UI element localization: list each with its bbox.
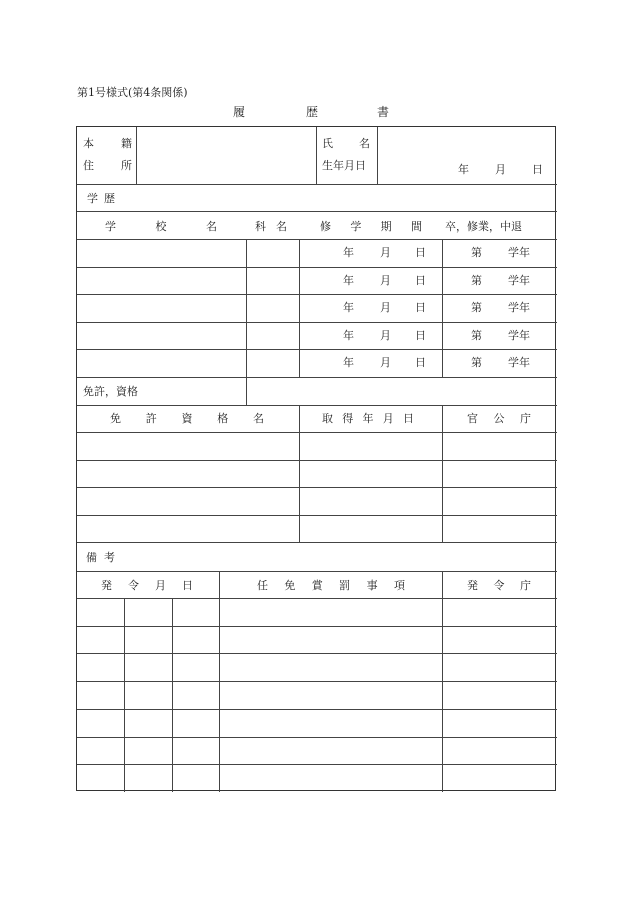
title-char: 書 [377,105,390,119]
appointment-matter-cell[interactable] [219,709,442,737]
grid-line-horizontal [77,239,557,240]
issuing-office-cell[interactable] [442,764,557,792]
day-unit: 日 [415,273,426,287]
shimei-label-1: 氏 [322,137,333,150]
grid-line-horizontal [77,681,557,682]
grade-suffix: 学年 [508,328,530,342]
issue-day-cell[interactable] [172,598,219,626]
remarks-row [77,681,557,709]
acquired-date-cell[interactable] [299,460,442,488]
month-unit: 月 [380,328,391,342]
status-header: 卒，修業，中退 [445,220,522,233]
license-section-blank [246,377,557,405]
govt-office-cell[interactable] [442,487,557,515]
grid-line-horizontal [77,653,557,654]
govt-office-cell[interactable] [442,432,557,460]
appointment-matter-cell[interactable] [219,626,442,654]
day-unit: 日 [415,301,426,315]
resume-form-table [76,126,556,791]
license-row [77,487,557,515]
jusho-label-2: 所 [121,159,132,172]
jusho-label-1: 住 [83,159,94,172]
day-unit: 日 [415,328,426,342]
license-name-cell[interactable] [77,460,299,488]
remarks-section-2: 考 [104,551,115,564]
issuing-office-cell[interactable] [442,653,557,681]
grid-line-vertical [219,571,220,792]
month-unit: 月 [380,246,391,259]
school-name-cell[interactable] [77,322,246,350]
issue-month-cell[interactable] [124,653,172,681]
grid-line-vertical [172,598,173,792]
issue-day-cell[interactable] [172,681,219,709]
issue-month-cell[interactable] [124,764,172,792]
month-unit: 月 [380,356,391,370]
grid-line-horizontal [77,515,557,516]
acquired-date-cell[interactable] [299,487,442,515]
issue-month-cell[interactable] [124,681,172,709]
govt-office-header: 官 公 庁 [467,412,531,425]
education-row [77,322,557,350]
school-name-header: 学 校 名 [105,220,217,233]
grid-line-vertical [124,598,125,792]
year-unit: 年 [343,273,354,287]
honseki-label-1: 本 [83,137,94,150]
remarks-row [77,709,557,737]
issue-month-cell[interactable] [124,709,172,737]
grid-line-horizontal [77,349,557,350]
education-row [77,267,557,295]
remarks-row [77,598,557,626]
grid-line-horizontal [77,764,557,765]
issue-day-cell[interactable] [172,653,219,681]
grid-line-vertical [299,405,300,542]
study-period-header: 修 学 期 間 [320,220,422,233]
appointment-matter-cell[interactable] [219,653,442,681]
document-title [0,103,630,119]
issue-day-cell[interactable] [172,737,219,765]
remarks-section-1: 備 [86,551,97,564]
grid-line-horizontal [77,460,557,461]
license-name-header: 免 許 資 格 名 [110,412,264,425]
birth-day-unit: 日 [532,163,543,176]
grade-prefix: 第 [471,246,482,259]
grid-line-vertical [136,127,137,184]
appointment-matter-cell[interactable] [219,598,442,626]
license-name-cell[interactable] [77,487,299,515]
grid-line-horizontal [77,294,557,295]
grid-line-horizontal [77,432,557,433]
issue-month-cell[interactable] [124,598,172,626]
subject-cell[interactable] [246,239,299,267]
month-unit: 月 [380,273,391,287]
grade-prefix: 第 [471,328,482,342]
issue-year-cell[interactable] [77,764,124,792]
remarks-row [77,653,557,681]
grid-line-horizontal [77,487,557,488]
grid-line-horizontal [77,405,557,406]
year-unit: 年 [343,301,354,315]
issuing-office-cell[interactable] [442,737,557,765]
issuing-office-cell[interactable] [442,626,557,654]
grid-line-horizontal [77,542,557,543]
issue-day-cell[interactable] [172,709,219,737]
license-row [77,460,557,488]
school-name-cell[interactable] [77,267,246,295]
issue-day-cell[interactable] [172,764,219,792]
license-name-cell[interactable] [77,432,299,460]
license-row [77,515,557,543]
grid-line-horizontal [77,377,557,378]
remarks-row [77,764,557,792]
grid-line-vertical [316,127,317,184]
license-row [77,432,557,460]
shimei-label-2: 名 [359,137,370,150]
grade-suffix: 学年 [508,273,530,287]
subject-cell[interactable] [246,294,299,322]
issue-year-cell[interactable] [77,681,124,709]
remarks-row [77,737,557,765]
acquired-date-header: 取 得 年 月 日 [322,412,414,425]
issue-year-cell[interactable] [77,737,124,765]
address-field[interactable] [136,127,316,184]
school-name-cell[interactable] [77,349,246,377]
acquired-date-cell[interactable] [299,515,442,543]
grid-line-horizontal [77,322,557,323]
grid-line-horizontal [77,598,557,599]
grid-line-vertical [246,239,247,377]
issuing-office-header: 発 令 庁 [467,579,531,592]
title-char: 歴 [306,105,319,119]
grid-line-horizontal [77,184,557,185]
birth-year-unit: 年 [458,163,469,176]
grid-line-horizontal [77,626,557,627]
grid-line-horizontal [77,709,557,710]
appointment-matter-cell[interactable] [219,764,442,792]
day-unit: 日 [415,356,426,370]
issue-year-cell[interactable] [77,653,124,681]
grid-line-vertical [377,127,378,184]
education-row [77,294,557,322]
subject-header: 科 名 [255,220,287,233]
year-unit: 年 [343,328,354,342]
subject-cell[interactable] [246,322,299,350]
grade-suffix: 学年 [508,246,530,259]
school-name-cell[interactable] [77,239,246,267]
year-unit: 年 [343,356,354,370]
grade-prefix: 第 [471,356,482,370]
remarks-row [77,626,557,654]
grade-suffix: 学年 [508,356,530,370]
issuing-office-cell[interactable] [442,598,557,626]
grid-line-horizontal [77,571,557,572]
issuing-office-cell[interactable] [442,681,557,709]
year-unit: 年 [343,246,354,259]
birth-month-unit: 月 [495,163,506,176]
grid-line-horizontal [77,267,557,268]
education-section-1: 学 [87,192,98,205]
form-identifier: 第1号様式(第4条関係) [77,86,188,99]
issue-year-cell[interactable] [77,709,124,737]
education-row [77,239,557,267]
grid-line-vertical [442,571,443,792]
honseki-label-2: 籍 [121,137,132,150]
grid-line-horizontal [77,211,557,212]
day-unit: 日 [415,246,426,259]
grade-prefix: 第 [471,301,482,315]
subject-cell[interactable] [246,349,299,377]
license-name-cell[interactable] [77,515,299,543]
grade-suffix: 学年 [508,301,530,315]
appointment-matter-cell[interactable] [219,681,442,709]
issue-month-cell[interactable] [124,626,172,654]
issue-day-cell[interactable] [172,626,219,654]
grid-line-vertical [442,239,443,377]
birthdate-label: 生年月日 [322,159,366,172]
issuing-office-cell[interactable] [442,709,557,737]
month-unit: 月 [380,301,391,315]
education-section-2: 歴 [104,192,115,205]
license-section-title: 免許，資格 [83,385,138,398]
title-char: 履 [233,105,246,119]
grid-line-vertical [442,405,443,542]
subject-cell[interactable] [246,267,299,295]
govt-office-cell[interactable] [442,515,557,543]
grade-prefix: 第 [471,273,482,287]
issue-month-cell[interactable] [124,737,172,765]
grid-line-vertical [299,239,300,377]
appointment-matter-cell[interactable] [219,737,442,765]
education-row [77,349,557,377]
grid-line-horizontal [77,737,557,738]
issue-date-header: 発 令 月 日 [101,579,193,592]
acquired-date-cell[interactable] [299,432,442,460]
school-name-cell[interactable] [77,294,246,322]
issue-year-cell[interactable] [77,626,124,654]
govt-office-cell[interactable] [442,460,557,488]
issue-year-cell[interactable] [77,598,124,626]
appointment-matters-header: 任 免 賞 罰 事 項 [257,579,405,592]
grid-line-vertical [246,377,247,405]
